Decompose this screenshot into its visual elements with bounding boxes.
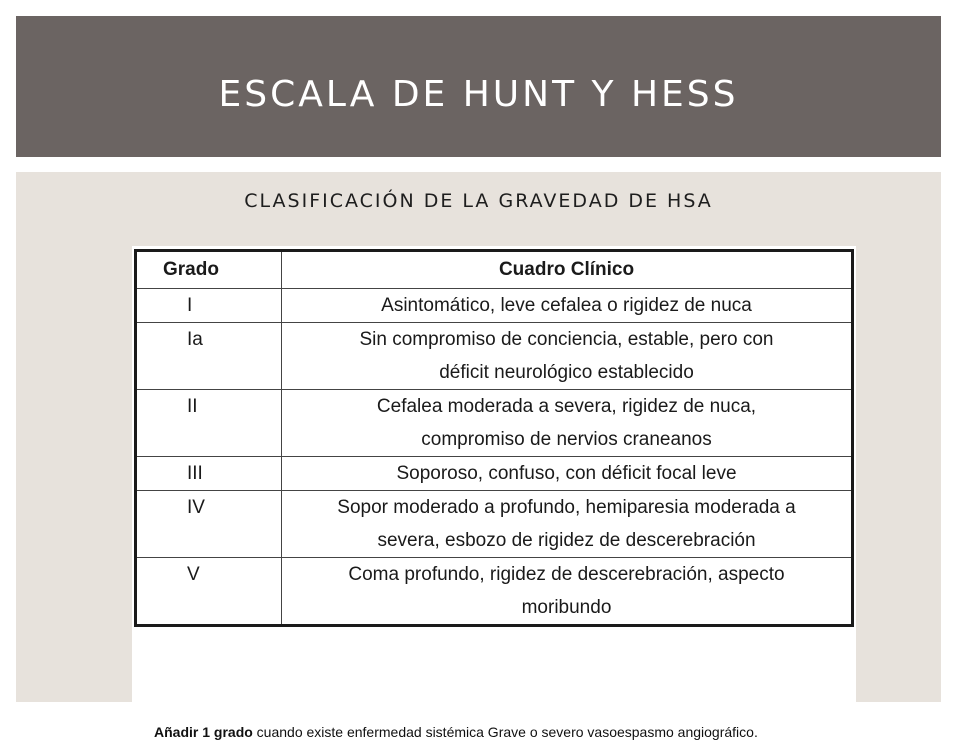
grade-cell: IV bbox=[136, 491, 282, 558]
header-description: Cuadro Clínico bbox=[282, 251, 853, 289]
description-line: Coma profundo, rigidez de descerebración, aspecto bbox=[348, 564, 785, 585]
grade-cell: Ia bbox=[136, 323, 282, 390]
grade-cell: V bbox=[136, 558, 282, 626]
description-line: Sopor moderado a profundo, hemiparesia moderada a bbox=[337, 497, 796, 518]
description-line: severa, esbozo de rigidez de descerebración bbox=[377, 530, 756, 551]
title-bar bbox=[16, 16, 941, 157]
table-row bbox=[136, 457, 853, 491]
table-row bbox=[136, 390, 853, 457]
description-line: Sin compromiso de conciencia, estable, pero con bbox=[359, 329, 774, 350]
footnote-bold: Añadir 1 grado bbox=[154, 724, 253, 740]
slide-title: ESCALA DE HUNT Y HESS bbox=[218, 74, 739, 115]
description-cell bbox=[282, 390, 853, 457]
description-line: déficit neurológico establecido bbox=[439, 362, 694, 383]
table-row bbox=[136, 558, 853, 626]
description-cell bbox=[282, 289, 853, 323]
table-row bbox=[136, 491, 853, 558]
description-cell bbox=[282, 323, 853, 390]
table-row bbox=[136, 323, 853, 390]
description-line: Soporoso, confuso, con déficit focal leve bbox=[396, 463, 737, 484]
table-row bbox=[136, 289, 853, 323]
table-body bbox=[136, 289, 853, 626]
description-line: compromiso de nervios craneanos bbox=[421, 429, 712, 450]
grade-cell: II bbox=[136, 390, 282, 457]
description-cell bbox=[282, 491, 853, 558]
table-footnote bbox=[154, 724, 758, 740]
description-cell bbox=[282, 558, 853, 626]
hunt-hess-table-image bbox=[132, 246, 856, 754]
description-line: Cefalea moderada a severa, rigidez de nuca, bbox=[376, 396, 757, 417]
slide-subtitle: CLASIFICACIÓN DE LA GRAVEDAD DE HSA bbox=[244, 190, 713, 212]
hunt-hess-table bbox=[134, 249, 854, 627]
footnote-text: cuando existe enfermedad sistémica Grave o severo vasoespasmo angiográfico. bbox=[252, 724, 758, 740]
grade-cell: III bbox=[136, 457, 282, 491]
content-area bbox=[16, 172, 941, 740]
description-cell bbox=[282, 457, 853, 491]
header-grade: Grado bbox=[136, 251, 282, 289]
description-line: Asintomático, leve cefalea o rigidez de nuca bbox=[381, 295, 752, 316]
table-header-row bbox=[136, 251, 853, 289]
description-line: moribundo bbox=[521, 597, 612, 618]
grade-cell: I bbox=[136, 289, 282, 323]
